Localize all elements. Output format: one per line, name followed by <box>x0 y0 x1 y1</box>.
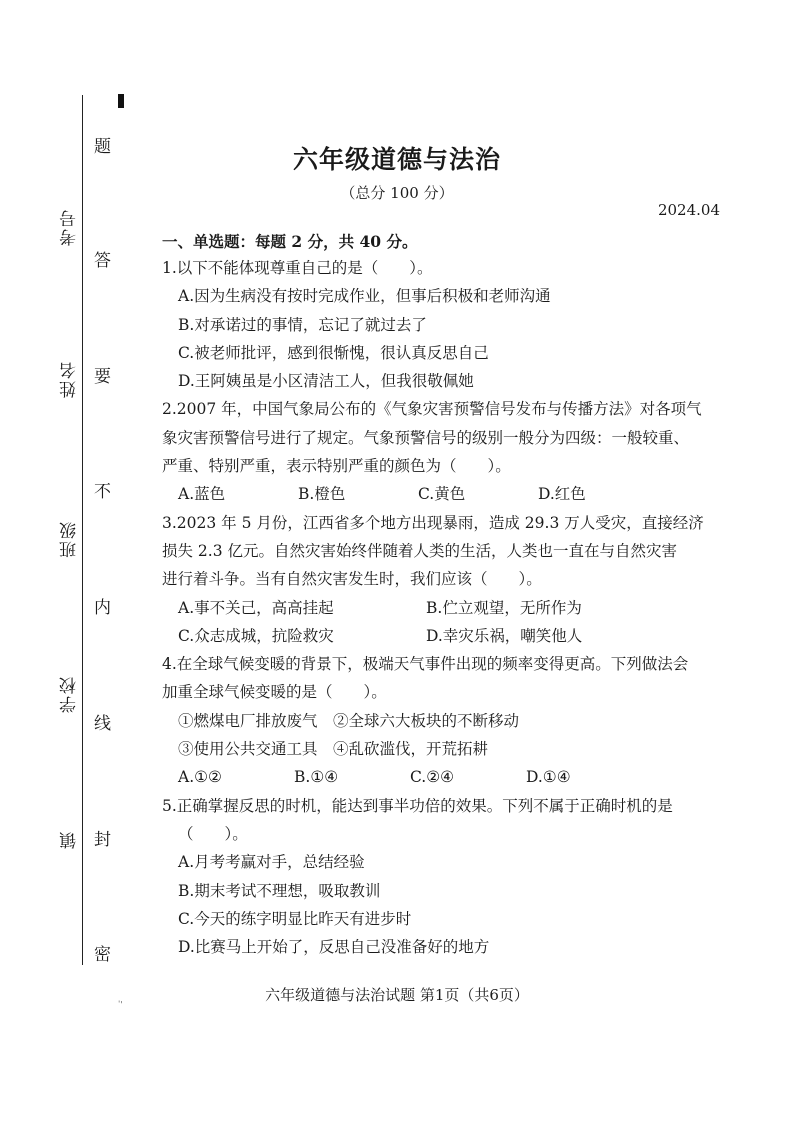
question-stem-line: 3.2023 年 5 月份，江西省多个地方出现暴雨，造成 29.3 万人受灾，直接经济 <box>162 513 704 532</box>
option-d: D.比赛马上开始了，反思自己没准备好的地方 <box>178 938 490 957</box>
statement-items: ①燃煤电厂排放废气 ②全球六大板块的不断移动 <box>178 711 520 730</box>
options-row <box>162 763 736 791</box>
option-d: D.王阿姨虽是小区清洁工人，但我很敬佩她 <box>178 372 474 391</box>
seal-char: 题 <box>94 137 111 157</box>
question-3 <box>162 509 736 650</box>
binding-line <box>82 95 83 965</box>
question-stem-line: 进行着斗争。当有自然灾害发生时，我们应该（ ）。 <box>162 570 542 589</box>
field-town: 镇 <box>60 830 80 849</box>
question-stem-line: 严重、特别严重，表示特别严重的颜色为（ ）。 <box>162 457 511 476</box>
option-a: A.蓝色 <box>178 485 226 504</box>
section-heading: 一、单选题：每题 2 分，共 40 分。 <box>162 232 418 251</box>
seal-char: 不 <box>94 482 111 502</box>
field-class: 班级 <box>60 520 80 558</box>
question-1 <box>162 254 736 395</box>
page-title: 六年级道德与法治 <box>292 145 501 174</box>
option-a: A.①② <box>178 768 222 787</box>
option-b: B.伫立观望，无所作为 <box>426 598 582 617</box>
statement-items: ③使用公共交通工具 ④乱砍滥伐，开荒拓耕 <box>178 740 489 759</box>
question-5 <box>162 792 736 962</box>
seal-char: 答 <box>94 251 111 271</box>
question-2 <box>162 395 736 508</box>
option-c: C.众志成城，抗险救灾 <box>178 626 334 645</box>
page-footer: 六年级道德与法治试题 第1页（共6页） <box>265 986 529 1004</box>
question-stem-line: 损失 2.3 亿元。自然灾害始终伴随着人类的生活，人类也一直在与自然灾害 <box>162 541 678 560</box>
seal-char: 封 <box>94 830 111 850</box>
total-score: （总分 100 分） <box>340 184 454 202</box>
option-b: B.橙色 <box>298 485 346 504</box>
option-b: B.对承诺过的事情，忘记了就过去了 <box>178 315 427 334</box>
option-c: C.黄色 <box>418 485 466 504</box>
questions-area <box>162 230 736 961</box>
field-name: 姓名 <box>60 360 80 398</box>
question-stem: 1.以下不能体现尊重自己的是（ ）。 <box>162 259 433 277</box>
option-c: C.今天的练字明显比昨天有进步时 <box>178 909 412 928</box>
options-row <box>162 622 736 650</box>
option-a: A.月考考赢对手，总结经验 <box>178 853 365 872</box>
question-stem-line: （ ）。 <box>178 824 248 843</box>
options-row <box>162 480 736 508</box>
question-stem-line: 4.在全球气候变暖的背景下，极端天气事件出现的频率变得更高。下列做法会 <box>162 655 689 674</box>
option-d: D.①④ <box>526 768 571 787</box>
option-b: B.①④ <box>294 768 339 787</box>
option-d: D.幸灾乐祸，嘲笑他人 <box>426 626 583 645</box>
options-row <box>162 594 736 622</box>
seal-char: 密 <box>94 945 111 965</box>
option-b: B.期末考试不理想，吸取教训 <box>178 881 381 900</box>
seal-char: 要 <box>94 367 111 387</box>
question-4 <box>162 650 736 791</box>
scan-marks: ˈ' <box>118 1000 123 1009</box>
option-c: C.②④ <box>410 768 455 787</box>
option-c: C.被老师批评，感到很惭愧，很认真反思自己 <box>178 343 489 362</box>
seal-char: 线 <box>94 714 111 734</box>
field-school: 学校 <box>60 675 80 713</box>
question-stem-line: 2.2007 年，中国气象局公布的《气象灾害预警信号发布与传播方法》对各项气 <box>162 400 702 419</box>
registration-mark <box>118 94 124 108</box>
option-a: A.因为生病没有按时完成作业，但事后积极和老师沟通 <box>178 287 551 306</box>
option-a: A.事不关己，高高挂起 <box>178 598 334 617</box>
seal-char: 内 <box>94 598 111 618</box>
exam-date: 2024.04 <box>657 201 720 219</box>
question-stem-line: 加重全球气候变暖的是（ ）。 <box>162 683 387 702</box>
option-d: D.红色 <box>538 485 586 504</box>
question-stem-line: 5.正确掌握反思的时机，能达到事半功倍的效果。下列不属于正确时机的是 <box>162 796 673 815</box>
question-stem-line: 象灾害预警信号进行了规定。气象预警信号的级别一般分为四级：一般较重、 <box>162 428 690 447</box>
field-exam-number: 考号 <box>60 208 80 246</box>
